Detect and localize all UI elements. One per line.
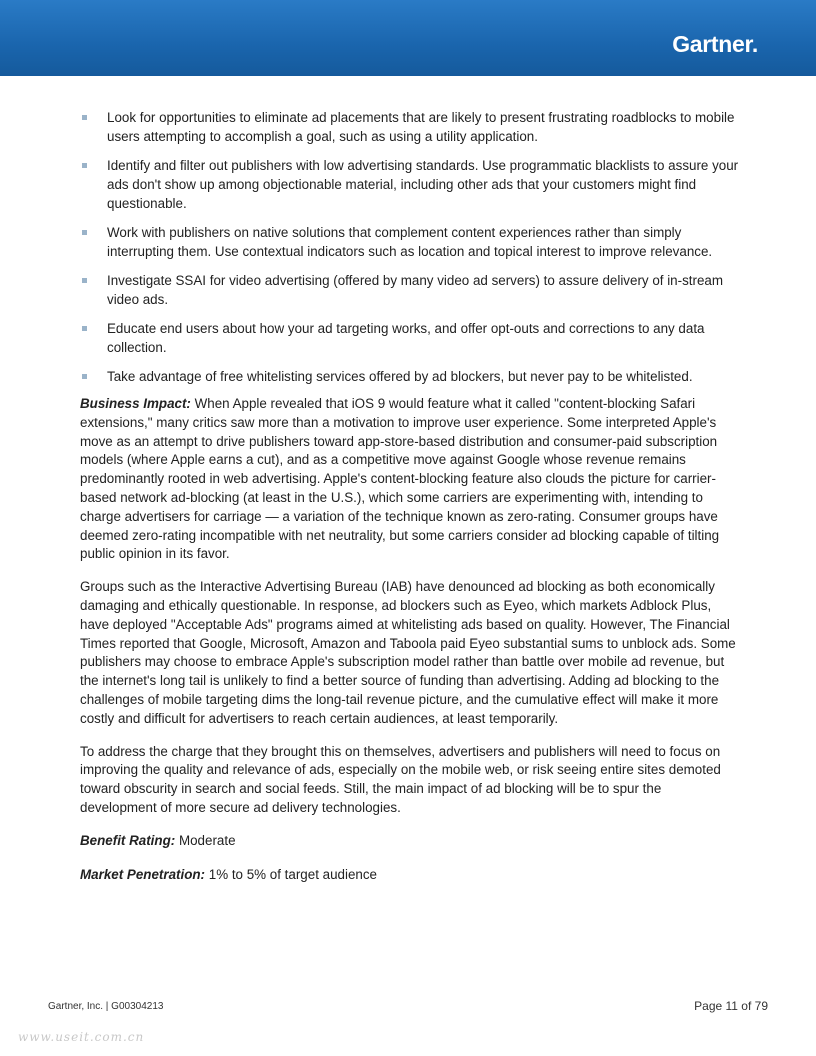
benefit-rating xyxy=(80,832,740,851)
list-item xyxy=(80,157,740,213)
square-bullet-icon xyxy=(82,326,87,331)
list-item xyxy=(80,320,740,358)
square-bullet-icon xyxy=(82,374,87,379)
body-paragraph: To address the charge that they brought this on themselves, advertisers and publishers will need to focus on improving the quality and relevance of ads, especially on the mobile web, or risk seeing entire sites demoted toward obscurity in search and social feeds. Still, the main impact of ad blocking will be to spur the development of more secure ad delivery technologies. xyxy=(80,743,721,815)
market-penetration-value: 1% to 5% of target audience xyxy=(208,866,377,882)
list-item xyxy=(80,368,740,387)
benefit-rating-value: Moderate xyxy=(178,832,236,848)
square-bullet-icon xyxy=(82,163,87,168)
market-penetration xyxy=(80,866,740,885)
square-bullet-icon xyxy=(82,115,87,120)
body-paragraph: Groups such as the Interactive Advertising Bureau (IAB) have denounced ad blocking as both economically damaging and ethically questionable. In response, ad blockers such as Eyeo, which markets Adblock Plus, have deployed "Acceptable Ads" programs aimed at whitelisting ads based on quality. However, The Financial Times reported that Google, Microsoft, Amazon and Taboola paid Eyeo substantial sums to unblock ads. Some publishers may choose to embrace Apple's subscription model rather than battle over mobile ad revenue, but the internet's long tail is unlikely to find a better source of funding than advertising. Adding ad blocking to the challenges of mobile targeting dims the long-tail revenue picture, and the cumulative effect will make it more costly and difficult for advertisers to reach certain audiences, at least temporarily. xyxy=(80,579,736,726)
list-item-text: Investigate SSAI for video advertising (offered by many video ad servers) to assure delivery of in-stream video ads. xyxy=(107,273,724,307)
list-item-text: Work with publishers on native solutions that complement content experiences rather than simply interrupting them. Use contextual indicators such as location and topical interest to improve relevance. xyxy=(107,224,713,259)
list-item-text: Take advantage of free whitelisting services offered by ad blockers, but never pay to be whitelisted. xyxy=(107,369,693,385)
footer-page-number: Page 11 of 79 xyxy=(694,999,768,1013)
recommendation-list xyxy=(80,109,740,387)
square-bullet-icon xyxy=(82,278,87,283)
watermark: www.useit.com.cn xyxy=(18,1030,145,1044)
gartner-logo: Gartner. xyxy=(672,31,758,57)
list-item xyxy=(80,272,740,310)
business-impact-text: When Apple revealed that iOS 9 would feature what it called "content-blocking Safari extensions," many critics saw more than a motivation to improve user experience. Some interpreted Apple's move as an attempt to drive publishers toward app-store-based distribution and consumer-paid subscription models (where Apple earns a cut), and as a competitive move against Google whose revenue remains predominantly rooted in web advertising. Apple's content-blocking feature also clouds the picture for carrier-based network ad-blocking (at least in the U.S.), which some carriers are experimenting with, intending to charge advertisers for carriage — a variation of the technique known as zero-rating. Consumer groups have deemed zero-rating incompatible with net neutrality, but some carriers consider ad blocking capable of tilting public opinion in its favor. xyxy=(80,396,720,562)
footer-document-id: Gartner, Inc. | G00304213 xyxy=(48,1001,164,1012)
business-impact-paragraph xyxy=(80,395,740,564)
page-header-bar xyxy=(0,0,816,76)
list-item-text: Look for opportunities to eliminate ad placements that are likely to present frustrating roadblocks to mobile users attempting to accomplish a goal, such as using a utility application. xyxy=(107,110,735,144)
business-impact-label: Business Impact: xyxy=(80,396,191,412)
list-item-text: Identify and filter out publishers with low advertising standards. Use programmatic blacklists to assure your ads don't show up among objectionable material, including other ads that your customers might find questionable. xyxy=(107,158,739,211)
list-item xyxy=(80,224,740,262)
benefit-rating-label: Benefit Rating: xyxy=(80,832,176,848)
list-item-text: Educate end users about how your ad targeting works, and offer opt-outs and corrections to any data collection. xyxy=(107,321,705,355)
list-item xyxy=(80,109,740,147)
page-body xyxy=(80,109,740,899)
square-bullet-icon xyxy=(82,230,87,235)
market-penetration-label: Market Penetration: xyxy=(80,866,206,882)
